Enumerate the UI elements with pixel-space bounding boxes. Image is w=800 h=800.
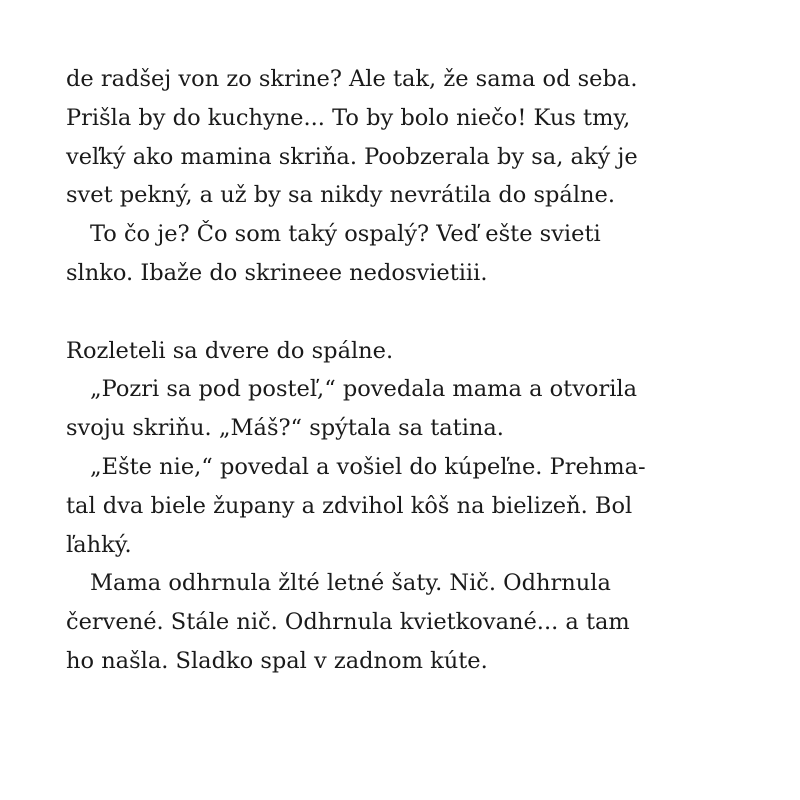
book-page: [66, 60, 766, 681]
text-line: Rozleteli sa dvere do spálne.: [66, 337, 394, 364]
text-line: Prišla by do kuchyne... To by bolo niečo! Kus tmy,: [66, 104, 631, 131]
section-break: [66, 293, 766, 332]
text-line: ľahký.: [66, 531, 132, 558]
text-line: de radšej von zo skrine? Ale tak, že sama od seba.: [66, 66, 638, 92]
text-line: To čo je? Čo som taký ospalý? Veď ešte svieti: [90, 221, 601, 248]
text-line: Mama odhrnula žlté letné šaty. Nič. Odhrnula: [90, 570, 611, 597]
text-line: ho našla. Sladko spal v zadnom kúte.: [66, 647, 488, 674]
text-line: veľký ako mamina skriňa. Poobzerala by sa, aký je: [66, 143, 638, 170]
text-line: svoju skriňu. „Máš?“ spýtala sa tatina.: [66, 415, 504, 442]
text-line: červené. Stále nič. Odhrnula kvietkované... a tam: [66, 609, 630, 636]
text-line: „Ešte nie,“ povedal a vošiel do kúpeľne. Prehma-: [90, 453, 646, 480]
text-line: „Pozri sa pod posteľ,“ povedala mama a otvorila: [90, 376, 638, 403]
text-line: tal dva biele župany a zdvihol kôš na bielizeň. Bol: [66, 492, 633, 519]
text-line: slnko. Ibaže do skrineee nedosvietiii.: [66, 259, 488, 286]
text-line: svet pekný, a už by sa nikdy nevrátila do spálne.: [66, 182, 615, 209]
